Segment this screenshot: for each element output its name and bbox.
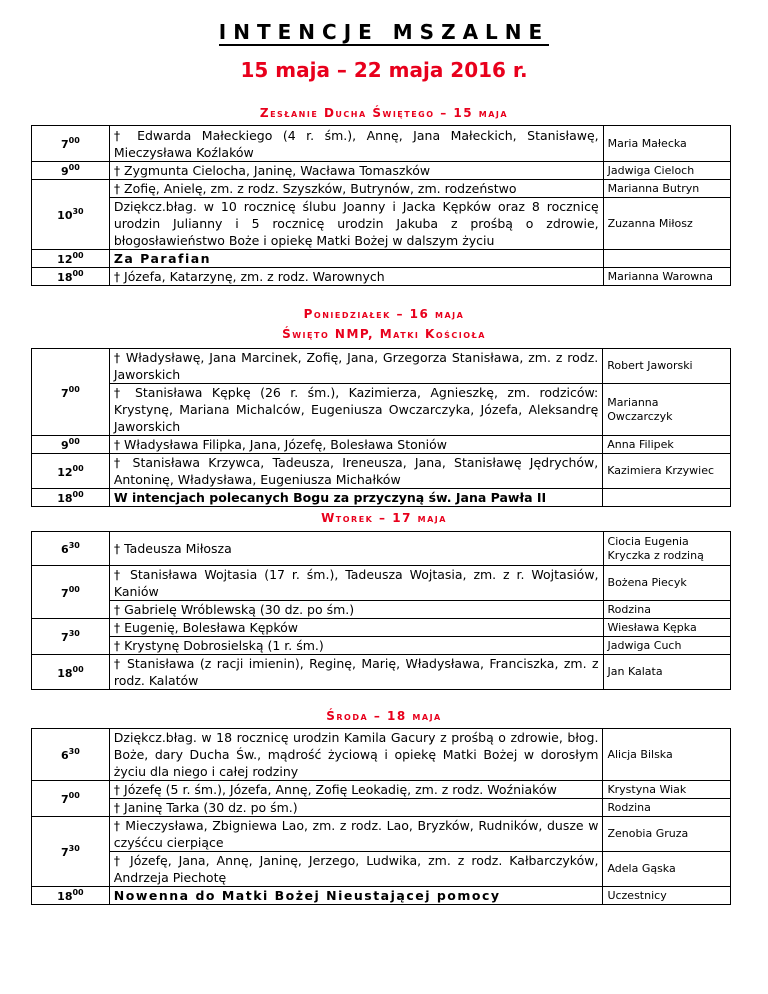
mass-time: $7^{30}$ <box>32 817 110 887</box>
mass-intention: † Józefę, Jana, Annę, Janinę, Jerzego, Ludwika, zm. z rodz. Kałbarczyków, Andrzeja Piechotę <box>109 852 603 887</box>
ordered-by: Anna Filipek <box>603 436 731 454</box>
ordered-by: Jan Kalata <box>603 655 730 690</box>
table-row <box>32 619 731 637</box>
mass-intention: † Gabrielę Wróblewską (30 dz. po śm.) <box>109 601 603 619</box>
mass-intention: Dziękcz.błag. w 18 rocznicę urodzin Kamila Gacury z prośbą o zdrowie, błog. Boże, dary Ducha Św., mądrość życiową i opiekę Matki Bożej w dorosłym życiu dla niego i całej rodziny <box>109 729 603 781</box>
mass-intention: Dziękcz.błag. w 10 rocznicę ślubu Joanny i Jacka Kępków oraz 8 rocznicę urodzin Julianny i 5 rocznicę urodzin Jakuba z prośbą o zdrowie, błogosławieństwo Boże i opiekę Matki Bożej w dalszym życiu <box>109 198 603 250</box>
table-row <box>32 601 731 619</box>
mass-time: $18^{00}$ <box>32 655 110 690</box>
page-title <box>0 20 768 44</box>
ordered-by <box>603 489 731 507</box>
mass-intention: Za Parafian <box>109 250 603 268</box>
section-subtitle-monday: Święto NMP, Matki Kościoła <box>282 327 486 341</box>
table-row <box>32 162 731 180</box>
mass-time: $12^{00}$ <box>32 454 110 489</box>
mass-intention: W intencjach polecanych Bogu za przyczyną św. Jana Pawła II <box>109 489 602 507</box>
ordered-by: Ciocia Eugenia Kryczka z rodziną <box>603 532 730 566</box>
mass-time: $9^{00}$ <box>32 436 110 454</box>
date-range: 15 maja – 22 maja 2016 r. <box>240 58 528 82</box>
mass-time: $18^{00}$ <box>32 268 110 286</box>
mass-time: $7^{00}$ <box>32 781 110 817</box>
mass-time: $10^{30}$ <box>32 180 110 250</box>
section-title-monday: Poniedziałek – 16 maja <box>303 307 465 321</box>
mass-intention: † Edwarda Małeckiego (4 r. śm.), Annę, Jana Małeckich, Stanisławę, Mieczysława Koźlaków <box>109 126 603 162</box>
ordered-by: Krystyna Wiak <box>603 781 731 799</box>
ordered-by: Marianna Owczarczyk <box>603 384 731 436</box>
mass-intention: † Józefę (5 r. śm.), Józefa, Annę, Zofię Leokadię, zm. z rodz. Woźniaków <box>109 781 603 799</box>
mass-time: $18^{00}$ <box>32 489 110 507</box>
section-title-sunday: Zesłanie Ducha Świętego – 15 maja <box>259 106 509 120</box>
mass-time: $7^{00}$ <box>32 126 110 162</box>
schedule-table-monday <box>31 348 731 507</box>
mass-intention: † Stanisława Kępkę (26 r. śm.), Kazimierza, Agnieszkę, zm. rodziców: Krystynę, Mariana Michalców, Eugeniusza Owczarczyka, Józefa, Aleksandrę Jaworskich <box>109 384 602 436</box>
table-row <box>32 566 731 601</box>
table-row <box>32 250 731 268</box>
mass-time: $18^{00}$ <box>32 887 110 905</box>
table-row <box>32 180 731 198</box>
ordered-by: Rodzina <box>603 601 730 619</box>
schedule-table-tuesday <box>31 531 731 690</box>
mass-time: $7^{30}$ <box>32 619 110 655</box>
ordered-by: Adela Gąska <box>603 852 731 887</box>
table-row <box>32 532 731 566</box>
ordered-by: Jadwiga Cieloch <box>603 162 730 180</box>
section-title-tuesday: Wtorek – 17 maja <box>321 511 447 525</box>
ordered-by: Jadwiga Cuch <box>603 637 730 655</box>
mass-intention: † Stanisława Wojtasia (17 r. śm.), Tadeusza Wojtasia, zm. z r. Wojtasiów, Kaniów <box>109 566 603 601</box>
ordered-by: Kazimiera Krzywiec <box>603 454 731 489</box>
table-row <box>32 436 731 454</box>
mass-time: $7^{00}$ <box>32 566 110 619</box>
mass-time: $9^{00}$ <box>32 162 110 180</box>
mass-intention: † Mieczysława, Zbigniewa Lao, zm. z rodz. Lao, Bryzków, Rudników, dusze w czyśćcu cierpiące <box>109 817 603 852</box>
ordered-by: Wiesława Kępka <box>603 619 730 637</box>
mass-intention: † Stanisława (z racji imienin), Reginę, Marię, Władysława, Franciszka, zm. z rodz. Kalatów <box>109 655 603 690</box>
mass-time: $7^{00}$ <box>32 349 110 436</box>
ordered-by: Robert Jaworski <box>603 349 731 384</box>
table-row <box>32 349 731 384</box>
ordered-by: Marianna Warowna <box>603 268 730 286</box>
table-row <box>32 781 731 799</box>
ordered-by: Zuzanna Miłosz <box>603 198 730 250</box>
ordered-by: Alicja Bilska <box>603 729 731 781</box>
mass-intention: † Zygmunta Cielocha, Janinę, Wacława Tomaszków <box>109 162 603 180</box>
table-row <box>32 817 731 852</box>
table-row <box>32 655 731 690</box>
schedule-table-wednesday <box>31 728 731 905</box>
mass-intention: † Stanisława Krzywca, Tadeusza, Ireneusza, Jana, Stanisławę Jędrychów, Antoninę, Władysława, Eugeniusza Michałków <box>109 454 602 489</box>
table-row <box>32 198 731 250</box>
table-row <box>32 799 731 817</box>
table-row <box>32 454 731 489</box>
mass-intention: † Władysławę, Jana Marcinek, Zofię, Jana, Grzegorza Stanisława, zm. z rodz. Jaworskich <box>109 349 602 384</box>
section-title-wednesday: Środa – 18 maja <box>326 709 442 723</box>
table-row <box>32 852 731 887</box>
mass-intention: † Krystynę Dobrosielską (1 r. śm.) <box>109 637 603 655</box>
mass-intention: † Zofię, Anielę, zm. z rodz. Szyszków, Butrynów, zm. rodzeństwo <box>109 180 603 198</box>
table-row <box>32 126 731 162</box>
table-row <box>32 268 731 286</box>
mass-intention: † Józefa, Katarzynę, zm. z rodz. Warownych <box>109 268 603 286</box>
ordered-by: Rodzina <box>603 799 731 817</box>
table-row <box>32 637 731 655</box>
table-row <box>32 729 731 781</box>
mass-intention: † Eugenię, Bolesława Kępków <box>109 619 603 637</box>
ordered-by: Marianna Butryn <box>603 180 730 198</box>
mass-time: $6^{30}$ <box>32 729 110 781</box>
table-row <box>32 384 731 436</box>
ordered-by: Maria Małecka <box>603 126 730 162</box>
ordered-by: Uczestnicy <box>603 887 731 905</box>
mass-time: $6^{30}$ <box>32 532 110 566</box>
mass-intention: † Janinę Tarka (30 dz. po śm.) <box>109 799 603 817</box>
table-row <box>32 489 731 507</box>
table-row <box>32 887 731 905</box>
ordered-by: Bożena Piecyk <box>603 566 730 601</box>
ordered-by: Zenobia Gruza <box>603 817 731 852</box>
mass-intention: † Władysława Filipka, Jana, Józefę, Bolesława Stoniów <box>109 436 602 454</box>
mass-intention: † Tadeusza Miłosza <box>109 532 603 566</box>
schedule-table-sunday <box>31 125 731 286</box>
page-title-text: INTENCJE MSZALNE <box>218 20 550 44</box>
ordered-by <box>603 250 730 268</box>
mass-time: $12^{00}$ <box>32 250 110 268</box>
mass-intention: Nowenna do Matki Bożej Nieustającej pomocy <box>109 887 603 905</box>
